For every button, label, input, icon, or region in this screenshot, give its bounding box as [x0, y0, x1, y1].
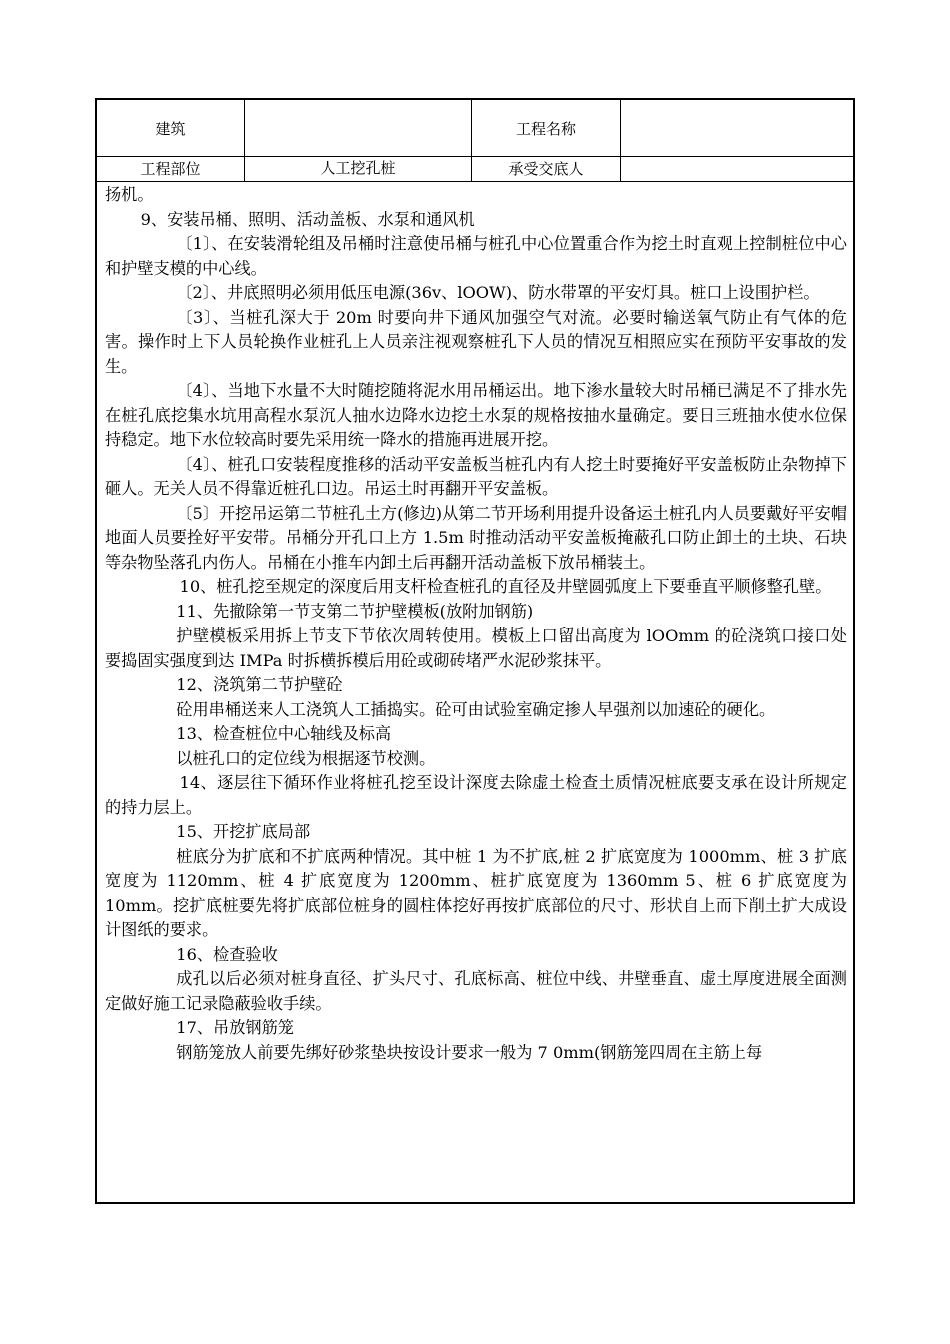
section-heading: 17、吊放钢筋笼	[176, 1018, 294, 1037]
section-heading: 15、开挖扩底局部	[176, 822, 311, 841]
paragraph: 〔4〕、当地下水量不大时随挖随将泥水用吊桶运出。地下渗水量较大时吊桶已满足不了排水先在桩孔底挖集水坑用高程水泵沉人抽水边降水边挖土水泵的规格按抽水量确定。要日三班抽水使水位保持稳定。地下水位较高时要先采用统一降水的措施再进展开挖。	[105, 381, 847, 449]
paragraph: 钢筋笼放人前要先绑好砂浆垫块按设计要求一般为 7 0mm(钢筋笼四周在主筋上每	[176, 1042, 763, 1062]
value-project-part: 人工挖孔桩	[245, 157, 472, 181]
section-heading: 11、先撤除第一节支第二节护壁模板(放附加钢筋)	[176, 601, 534, 621]
label-project-name: 工程名称	[472, 100, 621, 156]
paragraph: 〔1〕、在安装滑轮组及吊桶时注意使吊桶与桩孔中心位置重合作为挖土时直观上控制桩位中心和护壁支模的中心线。	[105, 234, 847, 278]
section-heading: 9、安装吊桶、照明、活动盖板、水泵和通风机	[140, 209, 475, 229]
paragraph: 〔4〕、桩孔口安装程度推移的活动平安盖板当桩孔内有人挖土时要掩好平安盖板防止杂物掉下砸人。无关人员不得靠近桩孔口边。吊运土时再翻开平安盖板。	[105, 454, 847, 498]
label-recipient: 承受交底人	[472, 157, 621, 181]
paragraph: 〔3〕、当桩孔深大于 20m 时要向井下通风加强空气对流。必要时输送氧气防止有气体的危害。操作时上下人员轮换作业桩孔上人员亲注视观察桩孔下人员的情况互相照应实在预防平安事故的发生。	[105, 307, 847, 376]
section-heading: 14、逐层往下循环作业将桩孔挖至设计深度去除虚土检查土质情况桩底要支承在设计所规定的持力层上。	[105, 773, 847, 817]
body-text	[105, 183, 847, 1065]
header-row-1	[97, 100, 853, 157]
paragraph: 以桩孔口的定位线为根据逐节校测。	[176, 748, 436, 768]
label-project-part: 工程部位	[97, 157, 245, 181]
paragraph: 成孔以后必须对桩身直径、扩头尺寸、孔底标高、桩位中线、井壁垂直、虚土厚度进展全面测定做好施工记录隐蔽验收手续。	[105, 969, 847, 1013]
header-row-2	[97, 157, 853, 182]
paragraph: 〔2〕、井底照明必须用低压电源(36v、lOOW)、防水带罩的平安灯具。桩口上设围护栏。	[176, 283, 820, 302]
paragraph: 〔5〕开挖吊运第二节桩孔土方(修边)从第二节开场利用提升设备运土桩孔内人员要戴好平安帽地面人员要拴好平安带。吊桶分开孔口上方 1.5m 时推动活动平安盖板掩蔽孔口防止卸土的土块、石块等杂物坠落孔内伤人。吊桶在小推车内卸土后再翻开活动盖板下放吊桶装土。	[105, 503, 847, 572]
section-heading: 12、浇筑第二节护壁砼	[176, 675, 343, 694]
label-building: 建筑	[97, 100, 245, 156]
handover-form	[95, 98, 855, 1204]
section-heading: 16、检查验收	[176, 944, 278, 964]
paragraph: 扬机。	[105, 185, 154, 204]
value-project-name	[621, 100, 853, 156]
paragraph: 砼用串桶送来人工浇筑人工插捣实。砼可由试验室确定掺人早强剂以加速砼的硬化。	[176, 699, 776, 719]
section-heading: 13、检查桩位中心轴线及标高	[176, 724, 392, 743]
value-recipient	[621, 157, 853, 181]
value-building	[245, 100, 472, 156]
paragraph: 桩底分为扩底和不扩底两种情况。其中桩 1 为不扩底,桩 2 扩底宽度为 1000mm、桩 3 扩底宽度为 1120mm、桩 4 扩底宽度为 1200mm、桩扩底宽度为 1360mm 5、桩 6 扩底宽度为 10mm。挖扩底桩要先将扩底部位桩身的圆柱体挖好再按扩底部位的尺寸、形状自上而下削土扩大成设计图纸的要求。	[105, 846, 847, 939]
section-heading: 10、桩孔挖至规定的深度后用支杆检查桩孔的直径及井壁圆弧度上下要垂直平顺修整孔壁。	[179, 577, 832, 596]
paragraph: 护壁模板采用拆上节支下节依次周转使用。模板上口留出高度为 lOOmm 的砼浇筑口接口处要捣固实强度到达 IMPa 时拆横拆模后用砼或砌砖堵严水泥砂浆抹平。	[105, 626, 847, 670]
